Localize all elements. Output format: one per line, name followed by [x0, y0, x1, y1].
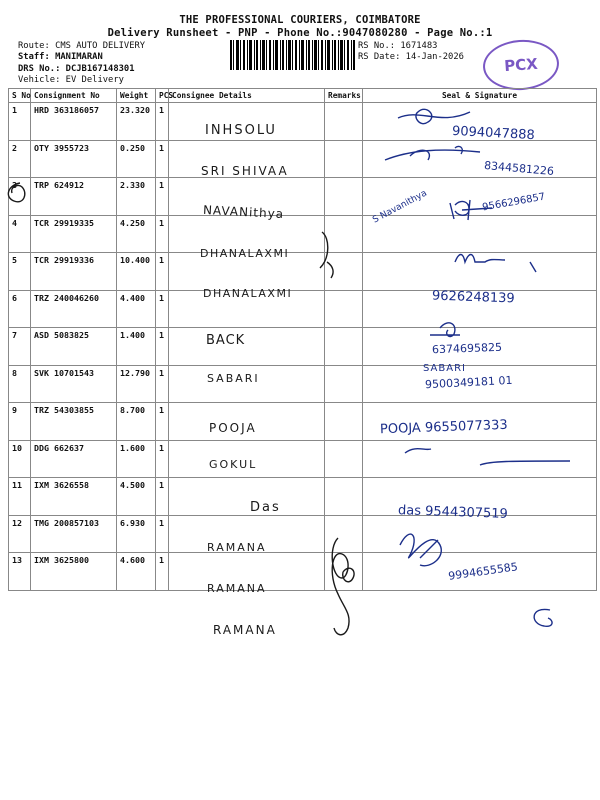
row-weight: 4.250 — [117, 215, 156, 253]
row-weight: 4.400 — [117, 290, 156, 328]
row-weight: 0.250 — [117, 140, 156, 178]
seal-phone: POOJA 9655077333 — [379, 417, 508, 438]
row-consignment: IXM 3626558 — [31, 478, 117, 516]
seal-phone: 9994655585 — [447, 560, 519, 583]
row-pcs: 1 — [156, 178, 169, 216]
vehicle-label: Vehicle: EV Delivery — [18, 75, 124, 85]
row-sno: 12 — [9, 515, 31, 553]
row-consignment: TRZ 240046260 — [31, 290, 117, 328]
handwritten-consignee: BACK — [206, 333, 246, 348]
runsheet-subtitle: Delivery Runsheet - PNP - Phone No.:9047080280 - Page No.:1 — [107, 27, 493, 39]
handwritten-consignee: RAMANA — [213, 623, 277, 637]
row-sno: 7 — [9, 328, 31, 366]
handwritten-consignee: SABARI — [207, 372, 260, 385]
row-pcs: 1 — [156, 103, 169, 141]
row-consignment: DDG 662637 — [31, 440, 117, 478]
row-consignment: ASD 5083825 — [31, 328, 117, 366]
row-consignment: TCR 29919336 — [31, 253, 117, 291]
handwritten-consignee: SRI SHIVAA — [201, 164, 289, 178]
row-pcs: 1 — [156, 140, 169, 178]
handwritten-consignee: NAVANithya — [202, 202, 285, 222]
handwritten-consignee: DHANALAXMI — [203, 287, 293, 300]
handwritten-consignee: Das — [250, 500, 281, 515]
col-weight: Weight — [117, 89, 156, 103]
row-sno: 11 — [9, 478, 31, 516]
row-weight: 23.320 — [117, 103, 156, 141]
row-consignment: TRP 624912 — [31, 178, 117, 216]
row-sno: 1 — [9, 103, 31, 141]
seal-phone: 8344581226 — [483, 158, 555, 179]
row-pcs: 1 — [156, 215, 169, 253]
staff-label: Staff: MANIMARAN — [18, 52, 103, 62]
row-sno: 5 — [9, 253, 31, 291]
col-pcs: PCS — [156, 89, 169, 103]
row-consignment: OTY 3955723 — [31, 140, 117, 178]
company-title: THE PROFESSIONAL COURIERS, COIMBATORE — [179, 14, 421, 26]
seal-name: SABARI — [423, 363, 466, 374]
col-seal: Seal & Signature — [363, 89, 597, 103]
handwritten-consignee: RAMANA — [207, 582, 267, 595]
row-sno: 6 — [9, 290, 31, 328]
row-sno: 8 — [9, 365, 31, 403]
seal-phone: 6374695825 — [431, 340, 503, 357]
seal-phone: 9626248139 — [431, 288, 515, 307]
col-remarks: Remarks — [325, 89, 363, 103]
row-pcs: 1 — [156, 328, 169, 366]
seal-phone: 9094047888 — [451, 123, 536, 144]
row-pcs: 1 — [156, 253, 169, 291]
pcx-stamp: PCX — [481, 37, 560, 92]
row-pcs: 1 — [156, 365, 169, 403]
row-sno: 2 — [9, 140, 31, 178]
handwritten-consignee: RAMANA — [207, 541, 267, 554]
row-weight: 1.600 — [117, 440, 156, 478]
row-pcs: 1 — [156, 478, 169, 516]
col-consignee: Consignee Details — [169, 89, 325, 103]
row-weight: 10.400 — [117, 253, 156, 291]
route-label: Route: CMS AUTO DELIVERY — [18, 41, 146, 51]
handwritten-consignee: POOJA — [209, 421, 257, 435]
row-pcs: 1 — [156, 403, 169, 441]
handwritten-consignee: DHANALAXMI — [200, 247, 290, 260]
seal-phone: 9500349181 01 — [424, 373, 513, 392]
seal-phone: das 9544307519 — [397, 503, 509, 522]
seal-phone: 9566296857 — [481, 191, 547, 214]
row-weight: 2.330 — [117, 178, 156, 216]
row-weight: 12.790 — [117, 365, 156, 403]
handwritten-consignee: GOKUL — [209, 458, 258, 471]
row-consignment: TCR 29919335 — [31, 215, 117, 253]
rs-date: RS Date: 14-Jan-2026 — [358, 52, 464, 62]
row-sno: 13 — [9, 553, 31, 591]
drs-label: DRS No.: DCJB167148301 — [18, 64, 135, 74]
row-weight: 4.600 — [117, 553, 156, 591]
row-consignment: SVK 10701543 — [31, 365, 117, 403]
row-consignment: IXM 3625800 — [31, 553, 117, 591]
row-consignment: TMG 200857103 — [31, 515, 117, 553]
row-consignment: HRD 363186057 — [31, 103, 117, 141]
row-pcs: 1 — [156, 515, 169, 553]
handwritten-consignee: INHSOLU — [205, 123, 277, 138]
row-weight: 8.700 — [117, 403, 156, 441]
row-weight: 6.930 — [117, 515, 156, 553]
row-sno: 3 — [9, 178, 31, 216]
row-consignment: TRZ 54303855 — [31, 403, 117, 441]
col-sno: S No — [9, 89, 31, 103]
rs-number: RS No.: 1671483 — [358, 41, 438, 51]
row-sno: 9 — [9, 403, 31, 441]
row-pcs: 1 — [156, 553, 169, 591]
row-pcs: 1 — [156, 440, 169, 478]
row-sno: 4 — [9, 215, 31, 253]
row-weight: 1.400 — [117, 328, 156, 366]
row-pcs: 1 — [156, 290, 169, 328]
seal-name: S Navanithya — [371, 188, 429, 226]
row-weight: 4.500 — [117, 478, 156, 516]
row-sno: 10 — [9, 440, 31, 478]
col-consignment: Consignment No — [31, 89, 117, 103]
